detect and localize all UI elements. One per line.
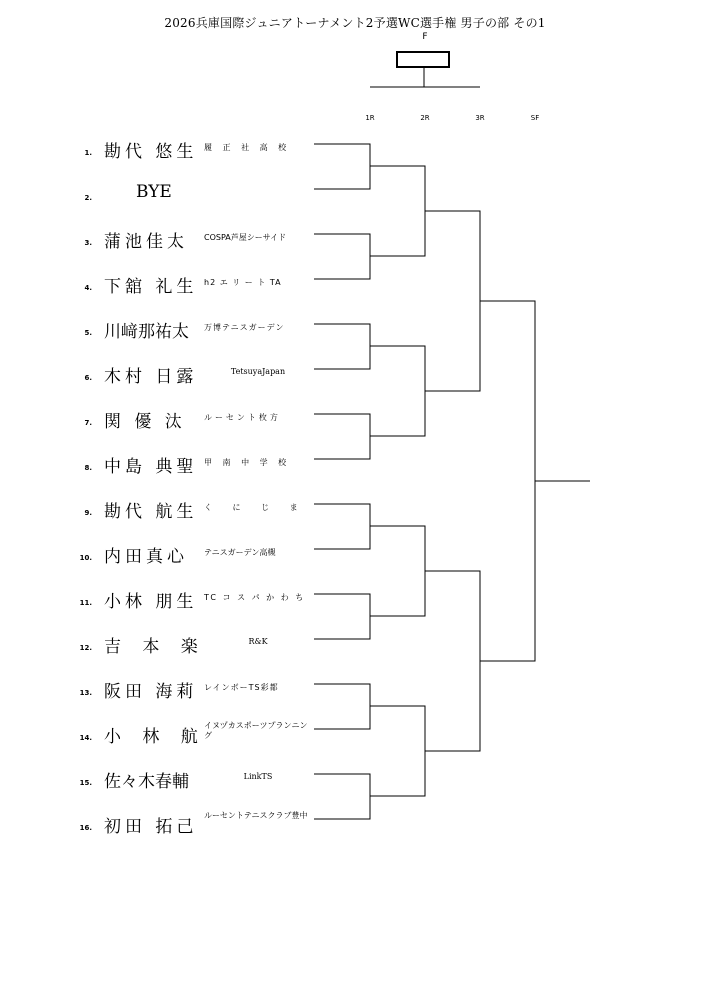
player-club: TC コ ス パ か わ ち bbox=[204, 593, 306, 602]
match-line bbox=[425, 211, 480, 391]
round-label-2r: 2R bbox=[420, 114, 430, 122]
seed-number: 14. bbox=[79, 734, 92, 742]
player-name: 勘代 悠生 bbox=[104, 142, 198, 162]
round-label-3r: 3R bbox=[475, 114, 485, 122]
player-club: 万博テニスガーデン bbox=[204, 323, 285, 332]
player-name: 川﨑那祐太 bbox=[104, 322, 189, 342]
seed-number: 6. bbox=[84, 374, 92, 382]
seed-number: 7. bbox=[84, 419, 92, 427]
player-club: TetsuyaJapan bbox=[230, 367, 286, 376]
seed-number: 8. bbox=[84, 464, 92, 472]
player-club: 甲 南 中 学 校 bbox=[204, 458, 291, 467]
seed-number: 13. bbox=[79, 689, 92, 697]
player-club: LinkTS bbox=[243, 772, 273, 781]
player-club: イヌヅカスポーツプランニング bbox=[204, 721, 308, 740]
seed-number: 10. bbox=[79, 554, 92, 562]
match-line bbox=[370, 706, 425, 796]
page-title: 2026兵庫国際ジュニアトーナメント2予選WC選手権 男子の部 その1 bbox=[164, 16, 546, 30]
player-club: テニスガーデン高槻 bbox=[204, 548, 276, 557]
round-label-1r: 1R bbox=[365, 114, 375, 122]
player-name: 初田 拓己 bbox=[104, 817, 198, 837]
player-name: 中島 典聖 bbox=[104, 457, 198, 477]
player-name: 吉 本 楽 bbox=[104, 637, 206, 657]
seed-number: 5. bbox=[84, 329, 92, 337]
player-name: 阪田 海莉 bbox=[104, 682, 198, 702]
player-name: BYE bbox=[136, 182, 172, 202]
match-line bbox=[314, 684, 370, 729]
player-name: 小 林 航 bbox=[104, 727, 206, 747]
final-label: F bbox=[422, 32, 428, 42]
player-club: く に じ ま bbox=[204, 503, 307, 512]
match-line bbox=[314, 324, 370, 369]
match-line bbox=[480, 301, 535, 661]
player-name: 小林 朋生 bbox=[104, 592, 198, 612]
match-line bbox=[370, 166, 425, 256]
match-line bbox=[314, 144, 370, 189]
player-club: 履 正 社 高 校 bbox=[204, 143, 291, 152]
round-label-sf: SF bbox=[530, 114, 540, 122]
match-line bbox=[314, 414, 370, 459]
seed-number: 11. bbox=[79, 599, 92, 607]
player-club: h2 エ リ ー ト TA bbox=[204, 278, 282, 287]
player-name: 蒲池佳太 bbox=[104, 232, 188, 252]
seed-number: 1. bbox=[84, 149, 92, 157]
player-name: 木村 日露 bbox=[104, 367, 198, 387]
seed-number: 12. bbox=[79, 644, 92, 652]
player-club: ルーセントテニスクラブ豊中 bbox=[204, 811, 308, 820]
player-club: R&K bbox=[248, 637, 268, 646]
player-name: 佐々木春輔 bbox=[104, 772, 189, 792]
seed-number: 15. bbox=[79, 779, 92, 787]
seed-number: 9. bbox=[84, 509, 92, 517]
player-name: 下舘 礼生 bbox=[104, 277, 198, 297]
seed-number: 16. bbox=[79, 824, 92, 832]
player-club: レインボーTS彩都 bbox=[204, 683, 279, 692]
match-line bbox=[314, 504, 370, 549]
player-name: 内田真心 bbox=[104, 547, 188, 567]
match-line bbox=[425, 571, 480, 751]
match-line bbox=[314, 594, 370, 639]
match-line bbox=[370, 346, 425, 436]
player-club: ルーセント枚方 bbox=[204, 413, 281, 422]
match-line bbox=[314, 234, 370, 279]
match-line bbox=[314, 774, 370, 819]
player-name: 関 優 汰 bbox=[104, 412, 186, 432]
seed-number: 2. bbox=[84, 194, 92, 202]
seed-number: 4. bbox=[84, 284, 92, 292]
match-line bbox=[370, 526, 425, 616]
player-club: COSPA芦屋シーサイド bbox=[204, 233, 287, 242]
player-name: 勘代 航生 bbox=[104, 502, 198, 522]
seed-number: 3. bbox=[84, 239, 92, 247]
